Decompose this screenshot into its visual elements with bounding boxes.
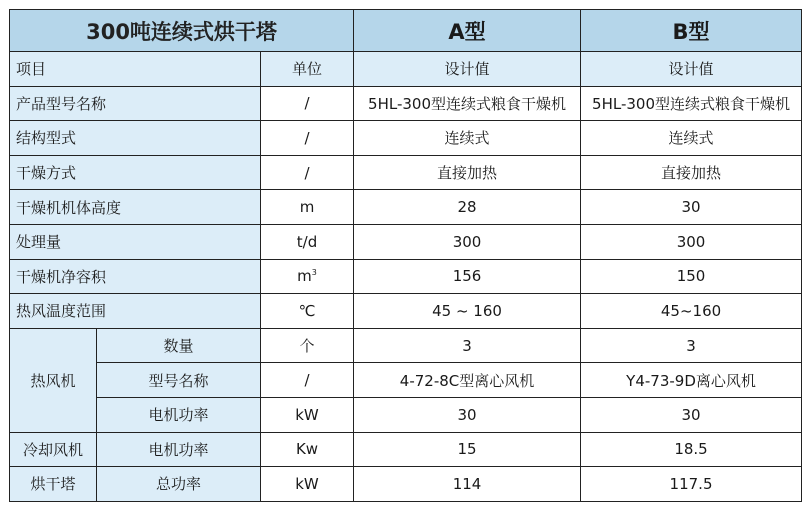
row-label: 热风温度范围 (10, 294, 261, 329)
col-item: 项目 (10, 52, 261, 87)
row-value-a: 45 ~ 160 (354, 294, 581, 329)
row-value-a: 30 (354, 397, 581, 432)
row-unit: Kw (261, 432, 354, 467)
row-unit: kW (261, 397, 354, 432)
col-design-b: 设计值 (581, 52, 802, 87)
header-row (10, 10, 802, 52)
row-value-a: 4-72-8C型离心风机 (354, 363, 581, 398)
table-row (10, 397, 802, 432)
table-row (10, 259, 802, 294)
row-value-a: 156 (354, 259, 581, 294)
row-unit: / (261, 121, 354, 156)
table-row (10, 432, 802, 467)
row-value-b: 5HL-300型连续式粮食干燥机 (581, 86, 802, 121)
row-unit: 个 (261, 328, 354, 363)
row-unit: m (261, 190, 354, 225)
group-cool-fan: 冷却风机 (10, 432, 97, 467)
row-label: 结构型式 (10, 121, 261, 156)
row-unit: kW (261, 467, 354, 502)
row-label: 总功率 (97, 467, 261, 502)
row-label: 产品型号名称 (10, 86, 261, 121)
group-hot-fan: 热风机 (10, 328, 97, 432)
row-unit: / (261, 86, 354, 121)
table-row (10, 121, 802, 156)
row-unit: / (261, 363, 354, 398)
row-value-a: 5HL-300型连续式粮食干燥机 (354, 86, 581, 121)
row-value-b: Y4-73-9D离心风机 (581, 363, 802, 398)
type-a-header: A型 (354, 10, 581, 52)
row-value-a: 300 (354, 224, 581, 259)
spec-table (9, 9, 802, 502)
row-label: 干燥机净容积 (10, 259, 261, 294)
table-row (10, 86, 802, 121)
row-value-a: 15 (354, 432, 581, 467)
row-value-b: 117.5 (581, 467, 802, 502)
table-row (10, 155, 802, 190)
row-value-b: 300 (581, 224, 802, 259)
table-title: 300吨连续式烘干塔 (10, 10, 354, 52)
row-value-a: 3 (354, 328, 581, 363)
type-b-header: B型 (581, 10, 802, 52)
table-row (10, 328, 802, 363)
row-value-a: 114 (354, 467, 581, 502)
row-value-b: 45~160 (581, 294, 802, 329)
row-label: 数量 (97, 328, 261, 363)
col-design-a: 设计值 (354, 52, 581, 87)
table-row (10, 190, 802, 225)
row-label: 电机功率 (97, 397, 261, 432)
row-value-a: 28 (354, 190, 581, 225)
row-value-b: 连续式 (581, 121, 802, 156)
row-value-b: 3 (581, 328, 802, 363)
unit-text: m (297, 267, 312, 286)
row-value-a: 直接加热 (354, 155, 581, 190)
row-value-b: 直接加热 (581, 155, 802, 190)
row-unit: ℃ (261, 294, 354, 329)
table-row (10, 467, 802, 502)
unit-superscript: 3 (311, 268, 317, 278)
row-unit: / (261, 155, 354, 190)
table-row (10, 224, 802, 259)
row-value-b: 30 (581, 190, 802, 225)
col-unit: 单位 (261, 52, 354, 87)
row-label: 干燥方式 (10, 155, 261, 190)
row-unit: t/d (261, 224, 354, 259)
row-value-b: 30 (581, 397, 802, 432)
group-tower: 烘干塔 (10, 467, 97, 502)
row-value-b: 150 (581, 259, 802, 294)
column-header-row (10, 52, 802, 87)
row-label: 型号名称 (97, 363, 261, 398)
row-label: 处理量 (10, 224, 261, 259)
row-unit (261, 259, 354, 294)
table-row (10, 363, 802, 398)
row-value-b: 18.5 (581, 432, 802, 467)
table-row (10, 294, 802, 329)
row-value-a: 连续式 (354, 121, 581, 156)
row-label: 电机功率 (97, 432, 261, 467)
row-label: 干燥机机体高度 (10, 190, 261, 225)
